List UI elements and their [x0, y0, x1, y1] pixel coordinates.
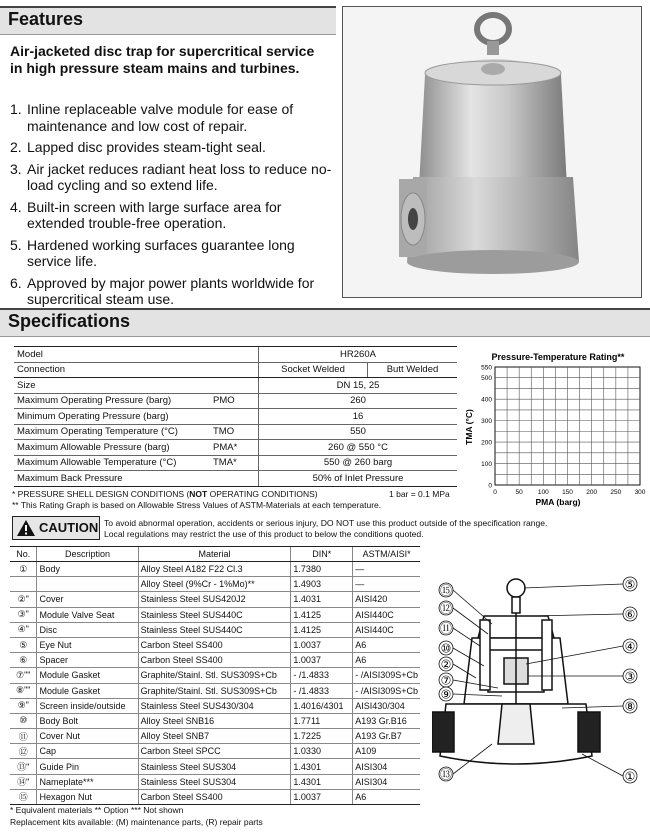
part-din: 1.4031: [291, 592, 353, 607]
spec-abbr: PMA*: [210, 440, 259, 456]
part-description: Cover Nut: [37, 729, 138, 744]
callout-leader: [453, 590, 492, 624]
model-label: Model: [14, 347, 259, 363]
caution-text-line2: Local regulations may restrict the use of this product to below the conditions quoted.: [104, 528, 424, 539]
chart-x-tick-label: 50: [515, 489, 523, 496]
part-description: Guide Pin: [37, 759, 138, 774]
callout-number: ⑤: [624, 577, 636, 592]
feature-list: [10, 101, 340, 313]
part-din: 1.7380: [291, 562, 353, 577]
spec-row: [14, 471, 457, 487]
chart-x-tick-label: 250: [610, 489, 622, 496]
product-photo: [342, 6, 642, 298]
model-value: HR260A: [259, 347, 458, 363]
specifications-heading: Specifications: [8, 311, 131, 331]
callout-number: ⑮: [439, 583, 453, 598]
table-row: [10, 774, 420, 789]
features-intro: Air-jacketed disc trap for supercritical service in high pressure steam mains and turbines.: [10, 43, 315, 76]
part-astm: AISI304: [353, 774, 420, 789]
part-number: ⑨ʺ: [10, 698, 37, 713]
part-material: Carbon Steel SS400: [138, 637, 291, 652]
part-astm: A6: [353, 653, 420, 668]
callout-number: ⑬: [439, 767, 453, 782]
part-number: ⑩: [10, 713, 37, 728]
table-row: [10, 729, 420, 744]
part-astm: —: [353, 577, 420, 592]
spec-label: Maximum Back Pressure: [14, 471, 210, 487]
table-row: [10, 577, 420, 592]
part-description: Cap: [37, 744, 138, 759]
spec-note-design: * PRESSURE SHELL DESIGN CONDITIONS (NOT OPERATING CONDITIONS): [12, 489, 318, 499]
chart-y-ticks: [481, 365, 492, 490]
part-din: 1.4903: [291, 577, 353, 592]
part-number: ③ʺ: [10, 607, 37, 622]
table-row: [10, 622, 420, 637]
callout-leader: [532, 614, 623, 616]
spec-value: 550: [259, 424, 458, 440]
parts-table: [10, 546, 420, 805]
header-material: Material: [138, 547, 291, 562]
table-row: [10, 698, 420, 713]
part-astm: —: [353, 562, 420, 577]
callout-leader: [524, 584, 623, 588]
spec-label: Maximum Operating Temperature (°C): [14, 424, 210, 440]
callout-number: ⑦: [440, 673, 452, 688]
callout-number: ⑫: [439, 601, 453, 616]
part-din: 1.0037: [291, 653, 353, 668]
part-number: ①: [10, 562, 37, 577]
part-number: ②ʺ: [10, 592, 37, 607]
chart-y-tick-label: 200: [481, 439, 492, 447]
part-din: 1.0037: [291, 789, 353, 804]
chart-ylabel: TMA (°C): [464, 409, 474, 445]
chart-x-tick-label: 200: [586, 489, 598, 496]
part-description: Eye Nut: [37, 637, 138, 652]
table-row: [10, 713, 420, 728]
part-description: Body Bolt: [37, 713, 138, 728]
features-header-bar: [0, 6, 336, 35]
chart-x-ticks: [493, 489, 646, 496]
table-row: [10, 789, 420, 804]
table-row: [10, 683, 420, 698]
feature-text: Approved by major power plants worldwide for supercritical steam use.: [27, 274, 315, 307]
part-astm: - /AISI309S+Cb: [353, 668, 420, 683]
part-astm: AISI440C: [353, 622, 420, 637]
parts-footnote-2: Replacement kits available: (M) maintenance parts, (R) repair parts: [10, 817, 263, 827]
part-astm: AISI440C: [353, 607, 420, 622]
feature-number: 4.: [10, 198, 22, 215]
cross-section-diagram: [432, 576, 644, 808]
part-din: 1.7711: [291, 713, 353, 728]
part-number: ⑮: [10, 789, 37, 804]
chart-x-tick-label: 100: [537, 489, 549, 496]
callout-number: ⑧: [624, 699, 636, 714]
table-row: [10, 607, 420, 622]
spec-row-connection: [14, 362, 457, 378]
header-din: DIN*: [291, 547, 353, 562]
spec-row: [14, 378, 457, 394]
header-description: Description: [37, 547, 138, 562]
header-no: No.: [10, 547, 37, 562]
spec-label: Maximum Operating Pressure (barg): [14, 393, 210, 409]
part-material: Graphite/Stainl. Stl. SUS309S+Cb: [138, 683, 291, 698]
part-description: Nameplate***: [37, 774, 138, 789]
table-row: [10, 653, 420, 668]
part-material: Graphite/Stainl. Stl. SUS309S+Cb: [138, 668, 291, 683]
part-din: - /1.4833: [291, 668, 353, 683]
caution-text: [104, 518, 624, 539]
part-astm: A193 Gr.B16: [353, 713, 420, 728]
part-number: ⑪: [10, 729, 37, 744]
part-material: Alloy Steel SNB16: [138, 713, 291, 728]
table-row: [10, 744, 420, 759]
chart-y-tick-label: 400: [481, 396, 492, 404]
chart-y-tick-label: 500: [481, 375, 492, 383]
spec-value: 16: [259, 409, 458, 425]
part-din: - /1.4833: [291, 683, 353, 698]
spec-abbr: TMO: [210, 424, 259, 440]
part-number: ⑫: [10, 744, 37, 759]
feature-number: 6.: [10, 274, 22, 291]
feature-item: [10, 161, 340, 194]
spec-row: [14, 455, 457, 471]
spec-row: [14, 393, 457, 409]
spec-abbr: TMA*: [210, 455, 259, 471]
part-astm: A6: [353, 789, 420, 804]
callout-number: ⑩: [440, 641, 452, 656]
callout-number: ②: [440, 657, 452, 672]
part-din: 1.4301: [291, 774, 353, 789]
part-description: Module Gasket: [37, 683, 138, 698]
part-material: Stainless Steel SUS440C: [138, 607, 291, 622]
callout-number: ①: [624, 769, 636, 784]
spec-note-rating: ** This Rating Graph is based on Allowable Stress Values of ASTM-Materials at each temperature.: [12, 500, 382, 510]
feature-text: Air jacket reduces radiant heat loss to reduce no-load cycling and so extend life.: [27, 160, 332, 193]
part-din: 1.4301: [291, 759, 353, 774]
table-row: [10, 759, 420, 774]
specifications-table: [14, 346, 457, 487]
part-astm: A193 Gr.B7: [353, 729, 420, 744]
part-material: Carbon Steel SPCC: [138, 744, 291, 759]
feature-number: 5.: [10, 236, 22, 253]
part-number: ⑥: [10, 653, 37, 668]
caution-label: CAUTION: [39, 520, 99, 535]
part-number: ⑤: [10, 637, 37, 652]
part-material: Stainless Steel SUS304: [138, 759, 291, 774]
steam-trap-image: [343, 7, 641, 297]
spec-label: Maximum Allowable Pressure (barg): [14, 440, 210, 456]
spec-abbr: [210, 471, 259, 487]
spec-abbr: PMO: [210, 393, 259, 409]
part-description: [37, 577, 138, 592]
table-row: [10, 592, 420, 607]
part-din: 1.0037: [291, 637, 353, 652]
spec-label: Minimum Operating Pressure (barg): [14, 409, 210, 425]
part-din: 1.7225: [291, 729, 353, 744]
part-material: Carbon Steel SS400: [138, 789, 291, 804]
pressure-temperature-chart: [462, 347, 650, 512]
part-description: Hexagon Nut: [37, 789, 138, 804]
part-astm: A6: [353, 637, 420, 652]
spec-row: [14, 440, 457, 456]
part-astm: - /AISI309S+Cb: [353, 683, 420, 698]
chart-y-tick-label: 300: [481, 418, 492, 426]
feature-item: [10, 139, 340, 156]
connection-label: Connection: [14, 362, 259, 378]
spec-row: [14, 424, 457, 440]
table-row: [10, 668, 420, 683]
caution-badge: [12, 516, 100, 540]
part-description: Screen inside/outside: [37, 698, 138, 713]
chart-x-tick-label: 300: [634, 489, 646, 496]
part-material: Stainless Steel SUS420J2: [138, 592, 291, 607]
part-material: Stainless Steel SUS430/304: [138, 698, 291, 713]
part-number: ④ʺ: [10, 622, 37, 637]
feature-text: Built-in screen with large surface area for extended trouble-free operation.: [27, 198, 282, 231]
spec-value: 260: [259, 393, 458, 409]
spec-abbr: [210, 409, 259, 425]
feature-text: Inline replaceable valve module for ease of maintenance and low cost of repair.: [27, 101, 294, 134]
callout-number: ③: [624, 669, 636, 684]
part-material: Alloy Steel (9%Cr - 1%Mo)**: [138, 577, 291, 592]
part-din: 1.4125: [291, 607, 353, 622]
feature-text: Hardened working surfaces guarantee long service life.: [27, 236, 295, 269]
warning-triangle-icon: [16, 519, 36, 537]
chart-y-tick-label: 100: [481, 461, 492, 469]
spec-row: [14, 409, 457, 425]
callout-number: ⑪: [439, 621, 453, 636]
feature-text: Lapped disc provides steam-tight seal.: [27, 139, 266, 155]
table-row: [10, 637, 420, 652]
part-din: 1.0330: [291, 744, 353, 759]
part-astm: AISI304: [353, 759, 420, 774]
part-material: Stainless Steel SUS440C: [138, 622, 291, 637]
connection-socket: Socket Welded: [259, 362, 368, 378]
parts-footnote-1: * Equivalent materials ** Option *** Not shown: [10, 805, 184, 815]
chart-y-tick-label: 0: [488, 482, 492, 490]
parts-table-body: [10, 562, 420, 805]
caution-text-line1: To avoid abnormal operation, accidents or serious injury, DO NOT use this product outside of the specification range.: [104, 518, 548, 528]
feature-item: [10, 275, 340, 308]
feature-number: 3.: [10, 160, 22, 177]
feature-item: [10, 237, 340, 270]
chart-y-tick-label: 550: [481, 364, 492, 372]
part-number: [10, 577, 37, 592]
part-material: Carbon Steel SS400: [138, 653, 291, 668]
table-row: [10, 562, 420, 577]
part-astm: A109: [353, 744, 420, 759]
feature-item: [10, 101, 340, 134]
part-description: Module Gasket: [37, 668, 138, 683]
header-astm: ASTM/AISI*: [353, 547, 420, 562]
part-material: Alloy Steel A182 F22 Cl.3: [138, 562, 291, 577]
connection-butt: Butt Welded: [368, 362, 458, 378]
callout-number: ④: [624, 639, 636, 654]
part-material: Alloy Steel SNB7: [138, 729, 291, 744]
callout-leader: [582, 754, 623, 776]
chart-xlabel: PMA (barg): [535, 497, 581, 507]
chart-x-tick-label: 150: [562, 489, 573, 496]
spec-row-model: [14, 347, 457, 363]
part-number: ⑦ʺʺ: [10, 668, 37, 683]
spec-value: 50% of Inlet Pressure: [259, 471, 458, 487]
bar-conversion-note: 1 bar = 0.1 MPa: [389, 489, 450, 499]
feature-number: 1.: [10, 101, 22, 117]
callout-leader: [453, 628, 480, 646]
callout-number: ⑥: [624, 607, 636, 622]
part-astm: AISI430/304: [353, 698, 420, 713]
part-description: Disc: [37, 622, 138, 637]
part-number: ⑬ʺ: [10, 759, 37, 774]
part-description: Cover: [37, 592, 138, 607]
parts-header-row: [10, 547, 420, 562]
specifications-header-bar: [0, 308, 650, 337]
callout-number: ⑨: [440, 687, 452, 702]
part-din: 1.4016/4301: [291, 698, 353, 713]
spec-label: Maximum Allowable Temperature (°C): [14, 455, 210, 471]
spec-value: 550 @ 260 barg: [259, 455, 458, 471]
chart-x-tick-label: 0: [493, 489, 497, 496]
part-description: Body: [37, 562, 138, 577]
feature-item: [10, 199, 340, 232]
part-number: ⑧ʺʺ: [10, 683, 37, 698]
spec-value: DN 15, 25: [259, 378, 458, 394]
part-description: Module Valve Seat: [37, 607, 138, 622]
features-heading: Features: [8, 9, 84, 29]
spec-abbr: [210, 378, 259, 394]
spec-value: 260 @ 550 °C: [259, 440, 458, 456]
part-number: ⑭ʺ: [10, 774, 37, 789]
part-material: Stainless Steel SUS304: [138, 774, 291, 789]
chart-grid: [495, 367, 640, 485]
part-astm: AISI420: [353, 592, 420, 607]
chart-title: Pressure-Temperature Rating**: [491, 352, 625, 362]
feature-number: 2.: [10, 139, 22, 155]
spec-label: Size: [14, 378, 210, 394]
part-din: 1.4125: [291, 622, 353, 637]
part-description: Spacer: [37, 653, 138, 668]
